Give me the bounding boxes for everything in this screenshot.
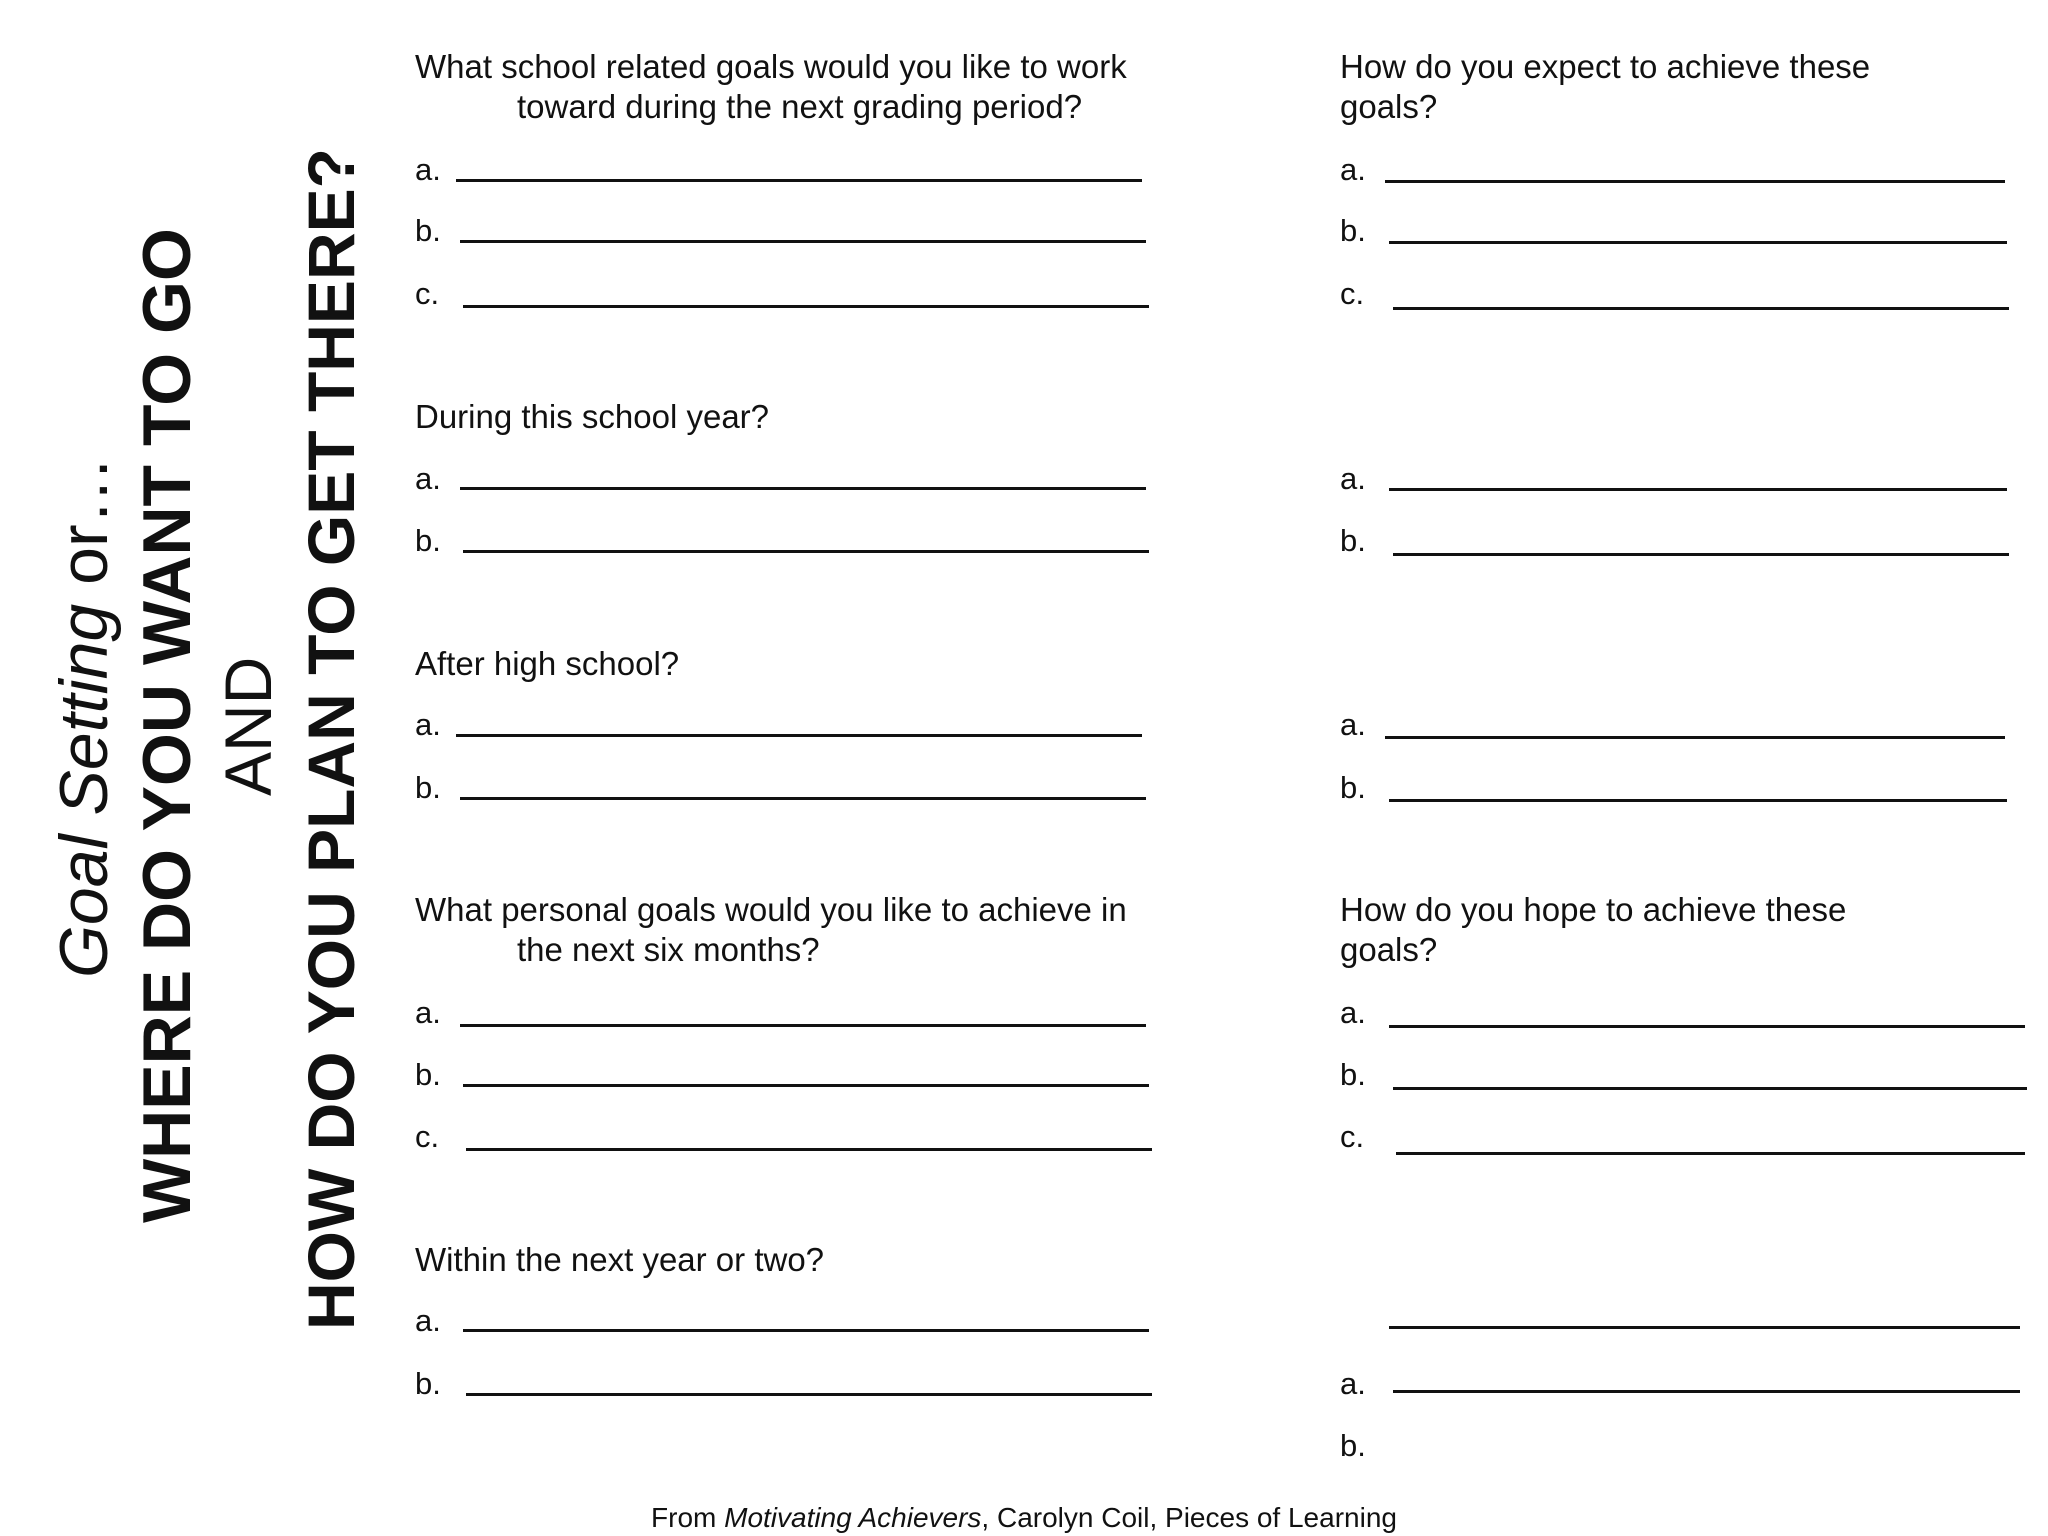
question-personal-goals: What personal goals would you like to achieve in the next six months?	[415, 891, 1127, 968]
label-b: b.	[1340, 770, 1366, 805]
label-a: a.	[1340, 1366, 1366, 1401]
label-b: b.	[415, 523, 441, 558]
answer-line[interactable]	[1393, 1390, 2020, 1393]
question-school-goals: What school related goals would you like to work toward during the next grading period?	[415, 48, 1127, 125]
answer-line[interactable]	[463, 305, 1149, 308]
answer-line[interactable]	[460, 487, 1146, 490]
title-and: AND	[211, 656, 285, 796]
label-a: a.	[1340, 152, 1366, 187]
answer-line[interactable]	[456, 734, 1142, 737]
label-b: b.	[415, 770, 441, 805]
label-b: b.	[1340, 1428, 1366, 1463]
label-a: a.	[415, 995, 441, 1030]
label-b: b.	[415, 1366, 441, 1401]
label-a: a.	[1340, 461, 1366, 496]
answer-line[interactable]	[1389, 1025, 2025, 1028]
label-a: a.	[415, 152, 441, 187]
question-next-year-or-two: Within the next year or two?	[415, 1241, 825, 1278]
label-a: a.	[415, 1303, 441, 1338]
label-c: c.	[1340, 1119, 1365, 1154]
label-a: a.	[1340, 995, 1366, 1030]
question-how-expect: How do you expect to achieve these goals?	[1340, 48, 1871, 125]
label-b: b.	[415, 1057, 441, 1092]
answer-line[interactable]	[1393, 307, 2009, 310]
answer-line[interactable]	[456, 179, 1142, 182]
answer-line[interactable]	[460, 1024, 1146, 1027]
answer-line[interactable]	[460, 240, 1146, 243]
label-c: c.	[415, 276, 440, 311]
question-how-hope: How do you hope to achieve these goals?	[1340, 891, 1847, 968]
label-c: c.	[415, 1119, 440, 1154]
label-a: a.	[415, 461, 441, 496]
answer-line[interactable]	[1393, 1087, 2027, 1090]
label-b: b.	[1340, 523, 1366, 558]
answer-line[interactable]	[466, 1393, 1152, 1396]
title-goal-setting: Goal Setting or…	[46, 456, 122, 978]
title-block	[20, 0, 368, 1440]
answer-line[interactable]	[460, 797, 1146, 800]
answer-line[interactable]	[1385, 736, 2005, 739]
answer-line[interactable]	[1389, 799, 2007, 802]
answer-line[interactable]	[466, 1148, 1152, 1151]
label-a: a.	[1340, 707, 1366, 742]
label-c: c.	[1340, 276, 1365, 311]
answer-line[interactable]	[463, 1084, 1149, 1087]
answer-line[interactable]	[1389, 488, 2007, 491]
label-b: b.	[1340, 1057, 1366, 1092]
label-b: b.	[1340, 213, 1366, 248]
question-school-year: During this school year?	[415, 398, 770, 435]
answer-line[interactable]	[1396, 1152, 2025, 1155]
label-b: b.	[415, 213, 441, 248]
answer-line[interactable]	[463, 1329, 1149, 1332]
answer-line[interactable]	[463, 550, 1149, 553]
answer-line[interactable]	[1389, 241, 2007, 244]
footer-citation: From Motivating Achievers, Carolyn Coil, Pieces of Learning	[651, 1502, 1397, 1533]
answer-line[interactable]	[1393, 553, 2009, 556]
title-where: WHERE DO YOU WANT TO GO	[129, 228, 205, 1223]
label-a: a.	[415, 707, 441, 742]
question-after-high-school: After high school?	[415, 645, 680, 682]
answer-line[interactable]	[1389, 1326, 2020, 1329]
title-how: HOW DO YOU PLAN TO GET THERE?	[294, 148, 368, 1330]
answer-line[interactable]	[1385, 180, 2005, 183]
